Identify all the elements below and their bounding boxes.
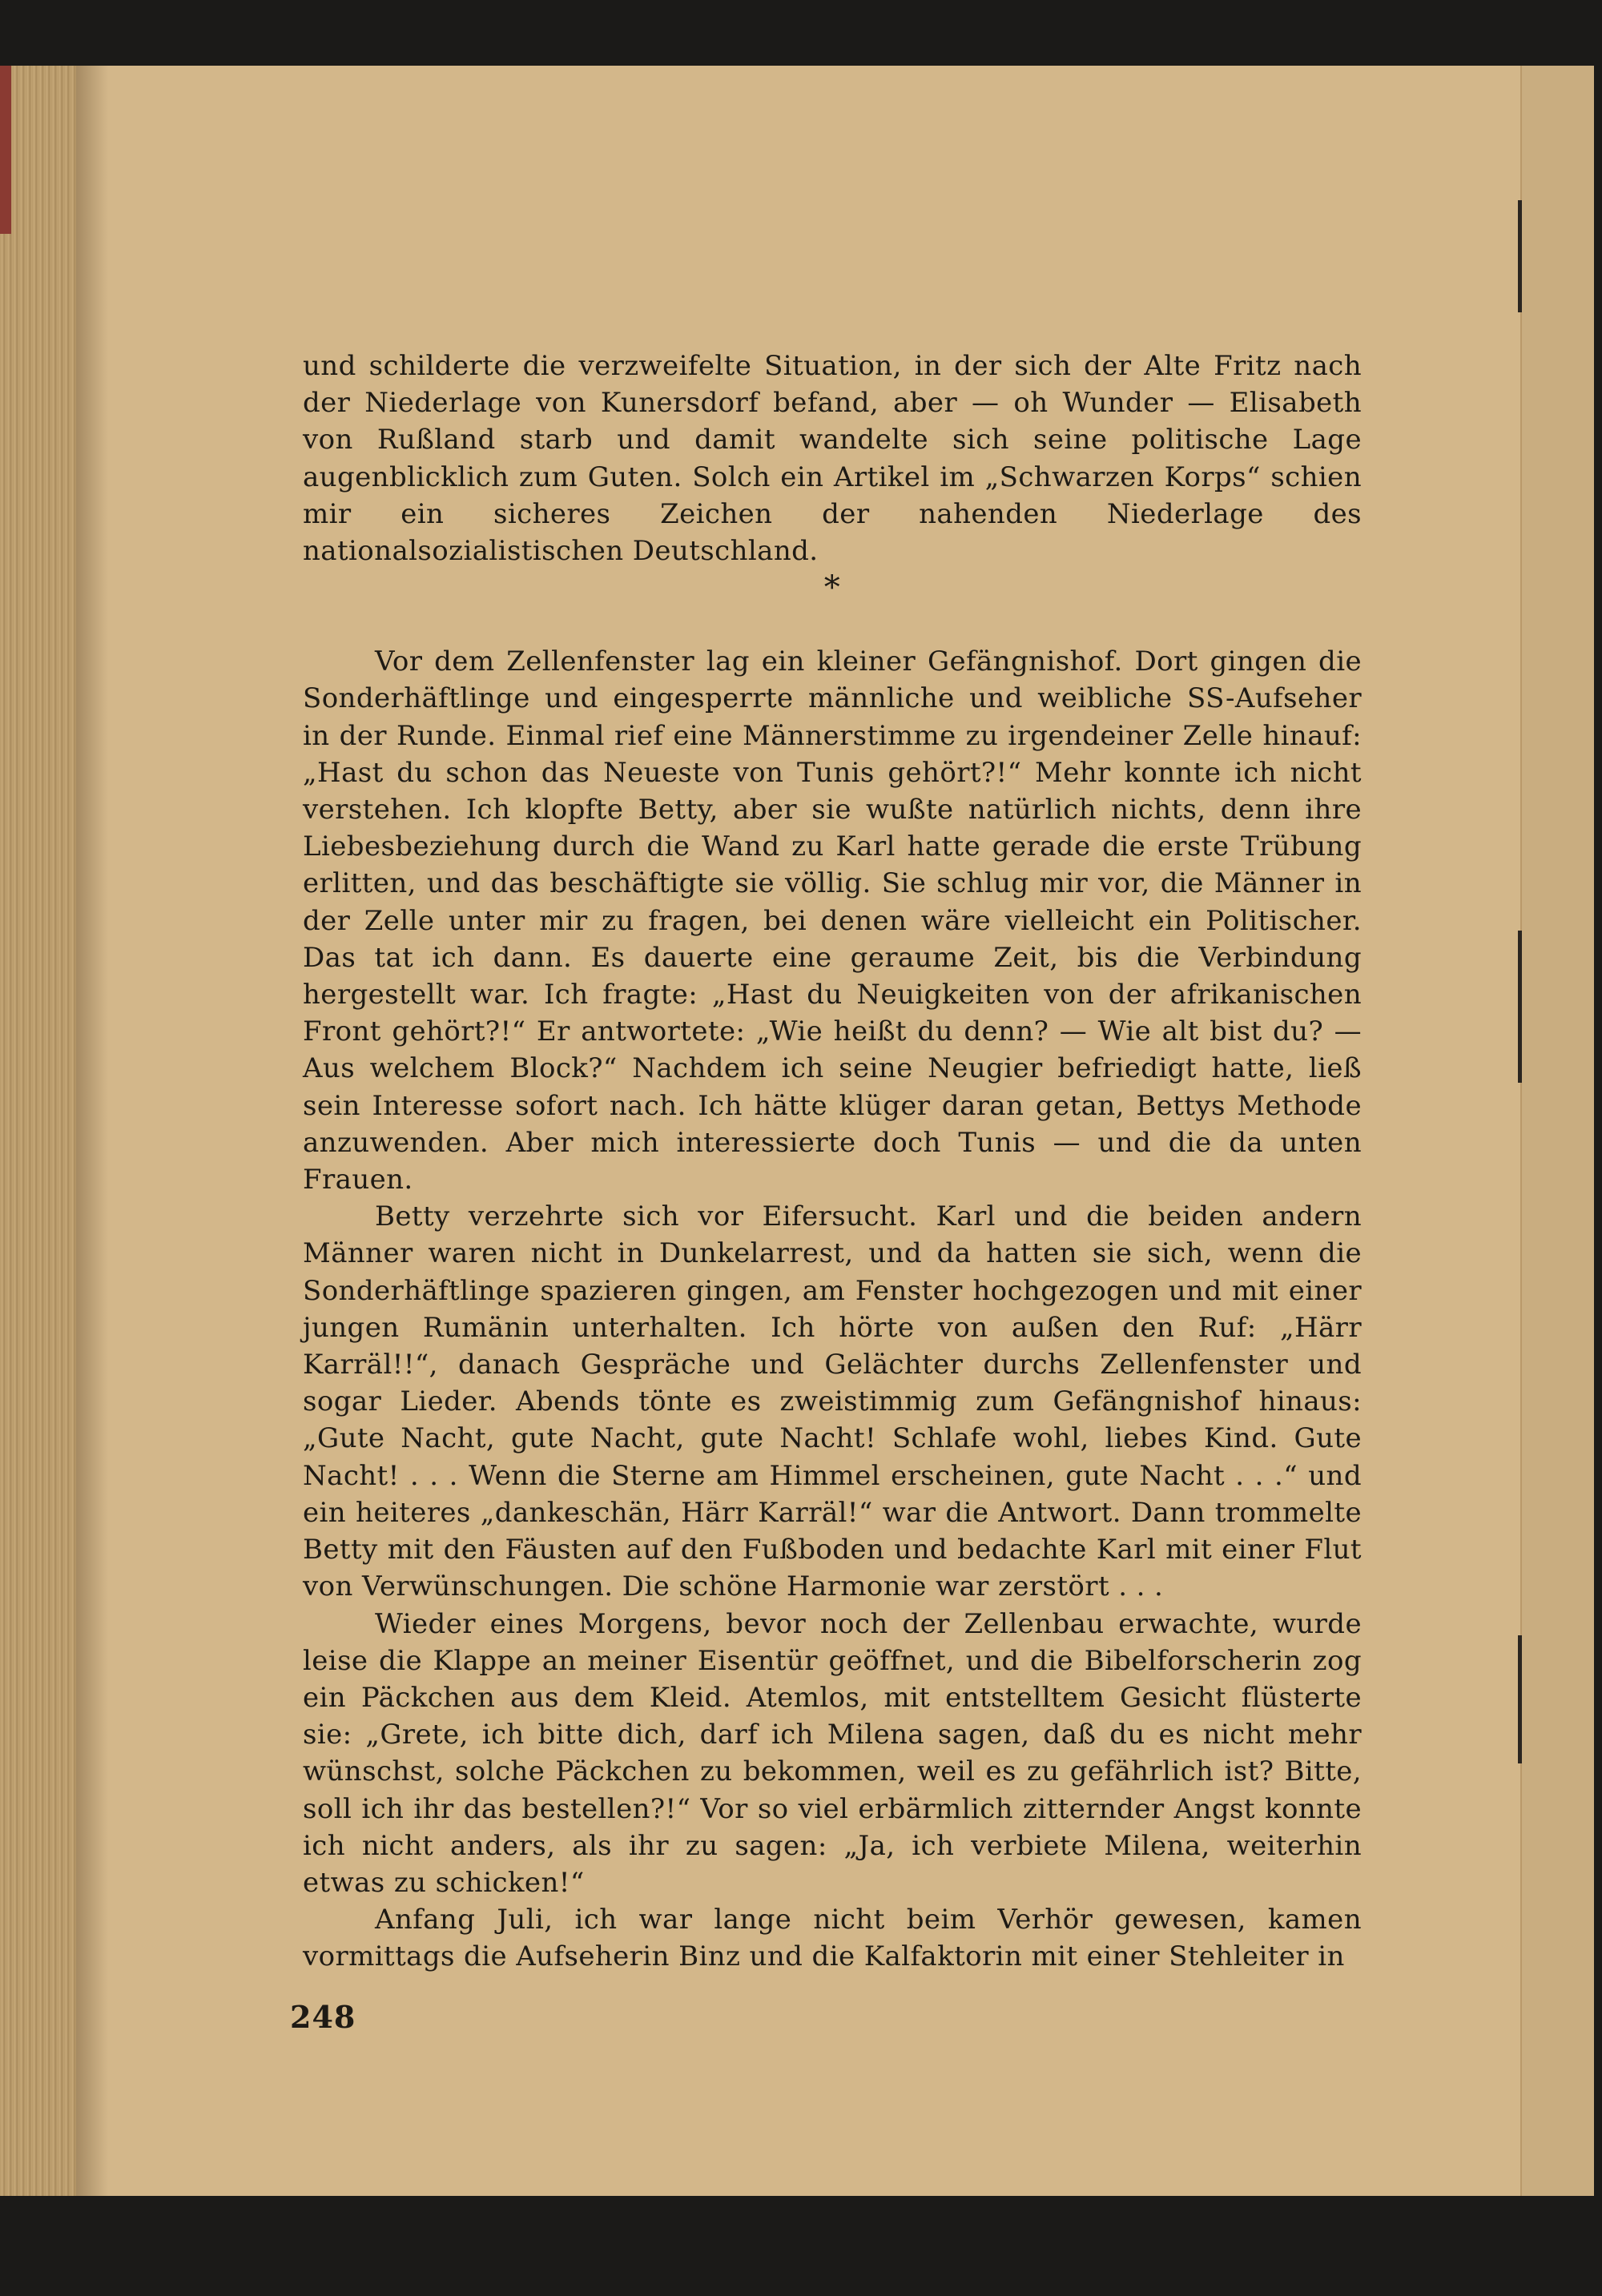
paragraph-3: Betty verzehrte sich vor Eifersucht. Karl und die beiden andern Männer waren nicht in Dunkelarrest, und da hatten sie sich, wenn die Sonderhäftlinge spazieren gingen, am Fenster hochgezogen und mit einer jungen Rumänin unterhalten. Ich hörte von außen den Ruf: „Härr Karräl!!“, danach Gespräche und Gelächter durchs Zellenfenster und sogar Lieder. Abends tönte es zweistimmig zum Gefängnishof hinaus: „Gute Nacht, gute Nacht, gute Nacht! Schlafe wohl, liebes Kind. Gute Nacht! . . . Wenn die Sterne am Himmel erscheinen, gute Nacht . . .“ und ein heiteres „dankeschän, Härr Karräl!“ war die Antwort. Dann trommelte Betty mit den Fäusten auf den Fußboden und bedachte Karl mit einer Flut von Verwünschungen. Die schöne Harmonie war zerstört . . . xyxy=(303,1200,1362,1603)
page-text xyxy=(303,348,1362,1976)
page-number: 248 xyxy=(290,1999,356,2035)
paragraph-4: Wieder eines Morgens, bevor noch der Zellenbau erwachte, wurde leise die Klappe an meiner Eisentür geöffnet, und die Bibelforscherin zog ein Päckchen aus dem Kleid. Atemlos, mit entstelltem Gesicht flüsterte sie: „Grete, ich bitte dich, darf ich Milena sagen, daß du es nicht mehr wünschst, solche Päckchen zu bekommen, weil es zu gefährlich ist? Bitte, soll ich ihr das bestellen?!“ Vor so viel erbärmlich zitternder Angst konnte ich nicht anders, als ihr zu sagen: „Ja, ich verbiete Milena, weiterhin etwas zu schicken!“ xyxy=(303,1607,1362,1899)
paragraph-5: Anfang Juli, ich war lange nicht beim Verhör gewesen, kamen vormittags die Aufseherin Binz und die Kalfaktorin mit einer Stehleiter in xyxy=(303,1904,1362,1973)
edge-mark xyxy=(1518,931,1522,1083)
paragraph-1: und schilderte die verzweifelte Situation, in der sich der Alte Fritz nach der Niederlage von Kunersdorf befand, aber — oh Wunder — Elisabeth von Rußland starb und damit wandelte sich seine politische Lage augenblicklich zum Guten. Solch ein Artikel im „Schwarzen Korps“ schien mir ein sicheres Zeichen der nahenden Niederlage des nationalsozialistischen Deutschland. xyxy=(303,350,1362,568)
edge-mark xyxy=(1518,1635,1522,1763)
facing-page-edge xyxy=(1520,66,1594,2196)
paragraph-2: Vor dem Zellenfenster lag ein kleiner Gefängnishof. Dort gingen die Sonderhäftlinge und eingesperrte männliche und weibliche SS-Aufseher in der Runde. Einmal rief eine Männerstimme zu irgendeiner Zelle hinauf: „Hast du schon das Neueste von Tunis gehört?!“ Mehr konnte ich nicht verstehen. Ich klopfte Betty, aber sie wußte natürlich nichts, denn ihre Liebesbeziehung durch die Wand zu Karl hatte gerade die erste Trübung erlitten, und das beschäftigte sie völlig. Sie schlug mir vor, die Männer in der Zelle unter mir zu fragen, bei denen wäre vielleicht ein Politischer. Das tat ich dann. Es dauerte eine geraume Zeit, bis die Verbindung hergestellt war. Ich fragte: „Hast du Neuigkeiten von der afrikanischen Front gehört?!“ Er antwortete: „Wie heißt du denn? — Wie alt bist du? — Aus welchem Block?“ Nachdem ich seine Neugier befriedigt hatte, ließ sein Interesse sofort nach. Ich hätte klüger daran getan, Bettys Methode anzuwenden. Aber mich interessierte doch Tunis — und die da unten Frauen. xyxy=(303,645,1362,1196)
page-edges xyxy=(0,66,76,2196)
page-gutter xyxy=(76,66,108,2196)
book-page xyxy=(0,66,1594,2196)
edge-mark xyxy=(1518,200,1522,312)
red-tab xyxy=(0,66,11,234)
section-separator: * xyxy=(823,569,841,607)
